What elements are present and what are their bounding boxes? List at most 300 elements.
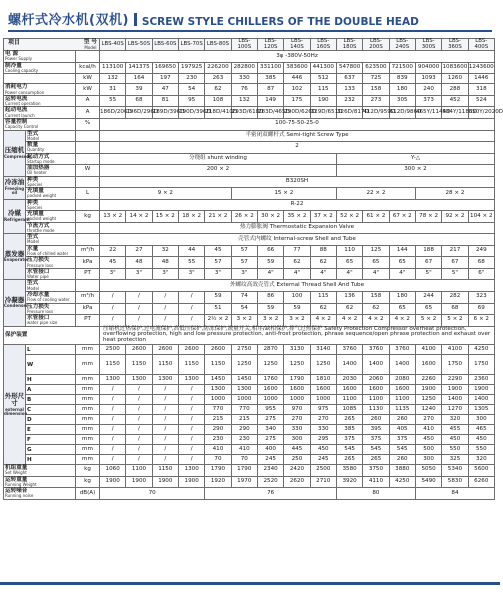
span-cell: 半密闭双螺杆式 Semi-tight Screw Type: [100, 130, 495, 142]
model-name: LBS-120S: [257, 39, 283, 51]
model-name: LBS-50S: [126, 39, 152, 51]
value-cell: 1750: [468, 355, 494, 375]
value-cell: 245: [257, 455, 283, 465]
row-unit: [76, 142, 100, 154]
row-label: [26, 130, 76, 142]
span-cell: 热力膨胀阀 Thermostatic Expansion Valve: [100, 222, 495, 234]
value-cell: 65: [363, 257, 389, 269]
span-cell: 外螺纹高效壳管式 External Thread Shell And Tube: [100, 280, 495, 292]
row-label-en: water pipe size: [27, 320, 58, 326]
value-cell: 158: [363, 291, 389, 303]
value-cell: 188: [415, 245, 441, 257]
value-cell: 6": [468, 268, 494, 280]
value-cell: 323: [468, 291, 494, 303]
row-label-en: Oil heater: [27, 170, 47, 176]
span-cell: 2: [100, 142, 495, 154]
value-cell: /: [178, 303, 204, 315]
span-cell: 15 × 2: [231, 188, 336, 200]
value-cell: 295: [310, 435, 336, 445]
value-cell: 1900: [100, 476, 126, 488]
value-cell: 373: [415, 95, 441, 107]
corner-item: [4, 39, 100, 51]
value-cell: 300: [284, 435, 310, 445]
value-cell: 2340: [257, 465, 283, 477]
value-cell: 54: [231, 303, 257, 315]
value-cell: 39: [126, 84, 152, 96]
value-cell: 2½ × 2: [205, 315, 231, 327]
value-cell: /: [126, 455, 152, 465]
row-unit: A: [76, 107, 100, 119]
row-label: [26, 435, 76, 445]
span-cell: 壳管式内螺纹 Internal-screw Shell and Tube: [100, 234, 495, 246]
table-row: [4, 153, 495, 165]
value-cell: /: [152, 415, 178, 425]
value-cell: 65: [336, 257, 362, 269]
value-cell: 1060: [100, 465, 126, 477]
value-cell: 1250: [415, 395, 441, 405]
table-row: [4, 476, 495, 488]
row-unit: [76, 280, 100, 292]
value-cell: 500: [415, 445, 441, 455]
value-cell: 1790: [284, 375, 310, 385]
row-label: [26, 222, 76, 234]
value-cell: 110: [336, 245, 362, 257]
table-row: [4, 62, 495, 74]
row-label-zh: 充填量: [27, 211, 44, 218]
section-label-en: Freezing oil: [4, 185, 25, 196]
row-label-zh: 型式: [27, 234, 39, 241]
row-unit: mm: [76, 355, 100, 375]
value-cell: 2260: [415, 375, 441, 385]
value-cell: 5830: [442, 476, 468, 488]
table-row: [4, 188, 495, 200]
section-label-zh: 外形尺寸: [4, 391, 25, 408]
row-label-zh: 运转噪音: [5, 488, 28, 495]
value-cell: 2750: [231, 345, 257, 355]
table-row: [4, 291, 495, 303]
value-cell: 612D/986D: [389, 107, 415, 119]
value-cell: 190: [310, 95, 336, 107]
value-cell: 545: [336, 445, 362, 455]
value-cell: /: [126, 291, 152, 303]
value-cell: 1083600: [442, 62, 468, 74]
value-cell: 584Y/1183D: [442, 107, 468, 119]
value-cell: 524: [468, 95, 494, 107]
table-row: [4, 395, 495, 405]
value-cell: /: [100, 425, 126, 435]
value-cell: 4 × 2: [363, 315, 389, 327]
row-label: [4, 476, 76, 488]
value-cell: 305: [389, 95, 415, 107]
table-row: [4, 257, 495, 269]
value-cell: 136: [336, 291, 362, 303]
value-cell: 1250: [257, 355, 283, 375]
value-cell: 66: [257, 245, 283, 257]
value-cell: 260: [363, 415, 389, 425]
value-cell: 330: [231, 74, 257, 84]
table-row: [4, 355, 495, 375]
row-label-zh: 型式: [27, 130, 39, 137]
row-unit: kW: [76, 84, 100, 96]
value-cell: 3 × 2: [231, 315, 257, 327]
value-cell: 4": [310, 268, 336, 280]
value-cell: 4 × 2: [336, 315, 362, 327]
value-cell: 2290: [442, 375, 468, 385]
value-cell: 545: [389, 445, 415, 455]
value-cell: 149: [257, 95, 283, 107]
value-cell: 5": [415, 268, 441, 280]
value-cell: 270: [310, 415, 336, 425]
section-label-zh: 压缩机: [4, 146, 25, 155]
value-cell: 283D/465D: [257, 107, 283, 119]
row-label: [26, 385, 76, 395]
row-label: [26, 176, 76, 188]
value-cell: 320: [442, 415, 468, 425]
value-cell: 383600: [284, 62, 310, 74]
value-cell: 62: [284, 257, 310, 269]
row-label-zh: 运转重量: [5, 476, 28, 483]
row-label-en: throttle mode: [27, 227, 55, 233]
table-row: [4, 425, 495, 435]
model-name: LBS-70S: [178, 39, 204, 51]
table-row: [4, 445, 495, 455]
table-row: [4, 165, 495, 177]
row-label: [26, 291, 76, 303]
row-label: [26, 455, 76, 465]
value-cell: 4 × 2: [389, 315, 415, 327]
value-cell: 330: [310, 425, 336, 435]
span-cell: 3φ -380V-50Hz: [100, 51, 495, 63]
value-cell: /: [100, 445, 126, 455]
row-unit: dB(A): [76, 488, 100, 500]
value-cell: 3 × 2: [257, 315, 283, 327]
value-cell: 1135: [389, 405, 415, 415]
value-cell: /: [126, 425, 152, 435]
value-cell: 1600: [310, 385, 336, 395]
value-cell: 32: [152, 245, 178, 257]
value-cell: 59: [257, 303, 283, 315]
value-cell: 62: [336, 303, 362, 315]
value-cell: 1093: [415, 74, 441, 84]
value-cell: /: [152, 385, 178, 395]
value-cell: 441300: [310, 62, 336, 74]
value-cell: 51: [205, 303, 231, 315]
value-cell: 48: [126, 257, 152, 269]
row-label: [4, 51, 76, 63]
value-cell: 57: [231, 257, 257, 269]
value-cell: 3580: [336, 465, 362, 477]
value-cell: 115: [310, 291, 336, 303]
row-label-en: Species: [27, 181, 43, 187]
row-label: [26, 153, 76, 165]
row-label-zh: 电 源: [5, 51, 19, 58]
row-unit: kPa: [76, 303, 100, 315]
value-cell: 55: [178, 257, 204, 269]
section-label: [4, 345, 26, 465]
row-label: [26, 188, 76, 200]
row-unit: mm: [76, 425, 100, 435]
value-cell: 1240: [415, 405, 441, 415]
row-label-en: packed weight: [27, 193, 57, 199]
value-cell: 970: [284, 405, 310, 415]
value-cell: 1243600: [468, 62, 494, 74]
value-cell: 275: [257, 415, 283, 425]
value-cell: 326D/817D: [336, 107, 362, 119]
value-cell: /: [178, 315, 204, 327]
value-cell: 3 × 2: [284, 315, 310, 327]
row-label: [26, 425, 76, 435]
value-cell: 1305: [468, 405, 494, 415]
value-cell: 175: [284, 95, 310, 107]
value-cell: 318: [468, 84, 494, 96]
title-divider: [134, 13, 137, 26]
value-cell: 62: [205, 84, 231, 96]
table-row: [4, 435, 495, 445]
row-label-en: Model: [27, 135, 40, 141]
row-label-zh: 运转电流: [5, 95, 28, 102]
value-cell: 5 × 2: [415, 315, 441, 327]
span-cell: Y-△: [336, 153, 494, 165]
row-unit: W: [76, 165, 100, 177]
value-cell: 2710: [310, 476, 336, 488]
spec-table-wrap: [3, 38, 503, 500]
value-cell: 290: [205, 425, 231, 435]
value-cell: 48: [152, 257, 178, 269]
value-cell: 263: [205, 74, 231, 84]
value-cell: /: [152, 405, 178, 415]
value-cell: 62: [310, 257, 336, 269]
value-cell: 721500: [389, 62, 415, 74]
value-cell: 1970: [231, 476, 257, 488]
corner-model-en: Model: [84, 44, 97, 50]
table-row: [4, 95, 495, 107]
row-label-zh: 充填量: [27, 188, 44, 195]
model-name: LBS-400S: [468, 39, 494, 51]
value-cell: 4": [389, 268, 415, 280]
value-cell: 113100: [100, 62, 126, 74]
table-row: [4, 234, 495, 246]
value-cell: 1300: [178, 375, 204, 385]
value-cell: 290D/626D: [284, 107, 310, 119]
value-cell: 1900: [178, 476, 204, 488]
row-label-en: packed weight: [27, 216, 57, 222]
value-cell: 1300: [126, 375, 152, 385]
title-zh: 螺杆式冷水机(双机): [8, 13, 129, 28]
value-cell: 250: [284, 455, 310, 465]
value-cell: 5600: [468, 465, 494, 477]
value-cell: 1900: [126, 476, 152, 488]
row-label: [4, 74, 76, 84]
value-cell: 4250: [468, 345, 494, 355]
row-label: [26, 268, 76, 280]
model-name: LBS-140S: [284, 39, 310, 51]
row-label-zh: 数量: [27, 142, 39, 149]
value-cell: 1100: [336, 395, 362, 405]
value-cell: /: [100, 435, 126, 445]
value-cell: 180: [389, 84, 415, 96]
value-cell: 325: [442, 455, 468, 465]
row-label-zh: W: [27, 361, 34, 368]
value-cell: 190D/396D: [178, 107, 204, 119]
value-cell: /: [178, 395, 204, 405]
value-cell: 1000: [231, 395, 257, 405]
row-unit: mm: [76, 345, 100, 355]
table-row: [4, 345, 495, 355]
row-unit: mm: [76, 445, 100, 455]
value-cell: 1000: [310, 395, 336, 405]
row-label-en: Flow of chilled water: [27, 250, 69, 256]
value-cell: 1250: [231, 355, 257, 375]
value-cell: 6260: [468, 476, 494, 488]
model-name: LBS-240S: [389, 39, 415, 51]
value-cell: 465: [468, 425, 494, 435]
value-cell: 1600: [415, 355, 441, 375]
value-cell: 2030: [336, 375, 362, 385]
table-row: [4, 84, 495, 96]
row-label: [26, 405, 76, 415]
corner-model-zh: 型 号: [83, 38, 97, 45]
value-cell: 102: [284, 84, 310, 96]
row-unit: kPa: [76, 257, 100, 269]
value-cell: 68: [442, 303, 468, 315]
value-cell: /: [126, 415, 152, 425]
value-cell: 3140: [310, 345, 336, 355]
value-cell: /: [152, 425, 178, 435]
value-cell: 244: [415, 291, 441, 303]
value-cell: 450: [442, 435, 468, 445]
row-label-zh: E: [27, 426, 31, 433]
row-label: [26, 375, 76, 385]
value-cell: 2080: [389, 375, 415, 385]
value-cell: 450: [415, 435, 441, 445]
value-cell: 59: [257, 257, 283, 269]
section-label: [4, 130, 31, 176]
value-cell: 375: [389, 435, 415, 445]
value-cell: 1085: [336, 405, 362, 415]
value-cell: 260: [389, 415, 415, 425]
value-cell: 3": [231, 268, 257, 280]
row-label: [26, 395, 76, 405]
value-cell: 5": [442, 268, 468, 280]
value-cell: 57: [231, 245, 257, 257]
table-row: [4, 375, 495, 385]
row-label-en: Current launch: [5, 112, 35, 118]
value-cell: 1900: [442, 385, 468, 395]
value-cell: 197: [152, 74, 178, 84]
value-cell: 623500: [363, 62, 389, 74]
model-name: LBS-40S: [100, 39, 126, 51]
value-cell: 95: [178, 95, 204, 107]
value-cell: 410: [231, 445, 257, 455]
row-label: [26, 211, 76, 223]
row-unit: [76, 199, 100, 211]
row-label-zh: 节流方式: [27, 222, 50, 229]
value-cell: 52 × 2: [336, 211, 362, 223]
value-cell: 125: [363, 245, 389, 257]
value-cell: /: [178, 385, 204, 395]
table-row: [4, 385, 495, 395]
value-cell: 3760: [336, 345, 362, 355]
value-cell: /: [126, 385, 152, 395]
value-cell: 4": [363, 268, 389, 280]
row-unit: [76, 176, 100, 188]
row-unit: mm: [76, 455, 100, 465]
value-cell: 1400: [442, 395, 468, 405]
value-cell: 4 × 2: [310, 315, 336, 327]
value-cell: 1150: [100, 355, 126, 375]
value-cell: 288: [442, 84, 468, 96]
value-cell: 54: [178, 84, 204, 96]
value-cell: 330: [284, 425, 310, 435]
row-label: [26, 165, 76, 177]
row-label-zh: 水管接口: [27, 315, 50, 322]
value-cell: 1400: [336, 355, 362, 375]
row-label: [26, 257, 76, 269]
value-cell: 3880: [389, 465, 415, 477]
value-cell: 47: [152, 84, 178, 96]
value-cell: /: [152, 455, 178, 465]
table-row: [4, 176, 495, 188]
value-cell: 1400: [389, 355, 415, 375]
row-label-zh: 油加热器: [27, 165, 50, 172]
row-unit: [76, 130, 100, 142]
value-cell: 4": [336, 268, 362, 280]
value-cell: 3": [100, 268, 126, 280]
value-cell: 88: [310, 245, 336, 257]
span-cell: B320SH: [100, 176, 495, 188]
value-cell: 446: [284, 74, 310, 84]
value-cell: 340: [257, 425, 283, 435]
row-unit: [76, 51, 100, 63]
corner-model: [84, 40, 97, 50]
value-cell: 1100: [389, 395, 415, 405]
section-label-en: Evaporator: [4, 257, 29, 263]
model-name: LBS-80S: [205, 39, 231, 51]
row-label-en: Power consumption: [5, 89, 45, 95]
value-cell: 104 × 2: [468, 211, 494, 223]
value-cell: 4": [284, 268, 310, 280]
row-label: [4, 465, 76, 477]
row-label-zh: C: [27, 406, 32, 413]
row-label-zh: 水管接口: [27, 268, 50, 275]
value-cell: 550: [468, 445, 494, 455]
value-cell: 3920: [336, 476, 362, 488]
value-cell: 68: [468, 257, 494, 269]
value-cell: /: [126, 395, 152, 405]
value-cell: 45: [205, 245, 231, 257]
value-cell: 410: [415, 425, 441, 435]
span-cell: 300 × 2: [336, 165, 494, 177]
model-name: LBS-200S: [363, 39, 389, 51]
value-cell: 141375: [126, 62, 152, 74]
value-cell: 1130: [363, 405, 389, 415]
span-cell: 9 × 2: [100, 188, 232, 200]
row-unit: kg: [76, 211, 100, 223]
row-label: [4, 488, 76, 500]
row-label-en: Pressure loss: [27, 262, 54, 268]
page-header: [8, 6, 492, 28]
row-label-zh: 消耗电力: [5, 84, 28, 91]
value-cell: 331100: [257, 62, 283, 74]
value-cell: 1270: [442, 405, 468, 415]
value-cell: 270: [284, 415, 310, 425]
value-cell: 1760: [257, 375, 283, 385]
value-cell: 260: [389, 455, 415, 465]
value-cell: 1300: [205, 385, 231, 395]
value-cell: 226200: [205, 62, 231, 74]
value-cell: 282: [442, 291, 468, 303]
value-cell: 65: [389, 303, 415, 315]
